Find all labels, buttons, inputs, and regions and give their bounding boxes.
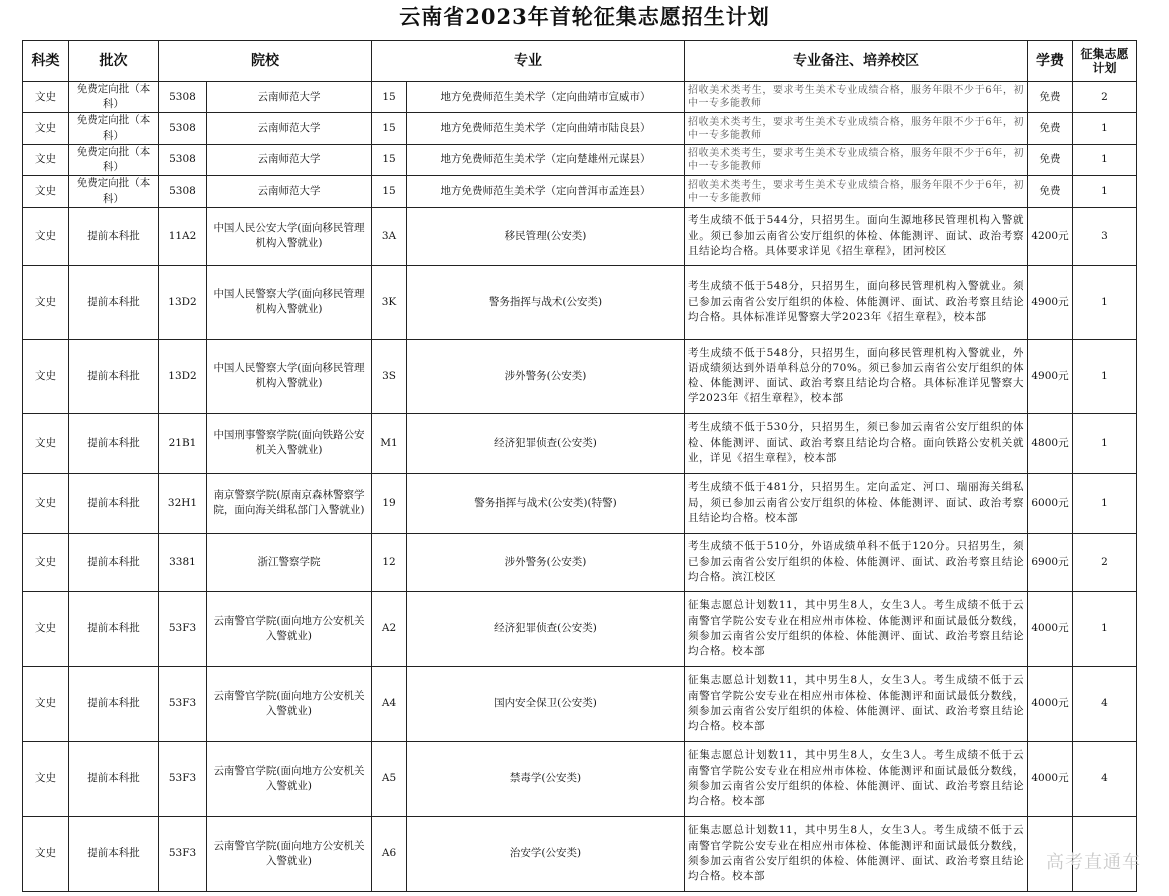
cell-batch: 提前本科批 bbox=[69, 339, 159, 413]
table-row bbox=[23, 533, 1137, 591]
table-row bbox=[23, 207, 1137, 265]
cell-school-name: 云南师范大学 bbox=[207, 113, 372, 144]
cell-category: 文史 bbox=[23, 533, 69, 591]
cell-major-code: 15 bbox=[372, 113, 407, 144]
cell-major-code: 3K bbox=[372, 265, 407, 339]
cell-batch: 免费定向批（本科） bbox=[69, 82, 159, 113]
table-row bbox=[23, 82, 1137, 113]
cell-category: 文史 bbox=[23, 144, 69, 175]
cell-notes: 招收美术类考生，要求考生美术专业成绩合格，服务年限不少于6年，初中一专多能教师 bbox=[685, 82, 1028, 113]
cell-plan: 2 bbox=[1073, 82, 1137, 113]
cell-school-code: 5308 bbox=[159, 82, 207, 113]
cell-school-code: 53F3 bbox=[159, 591, 207, 666]
cell-batch: 提前本科批 bbox=[69, 533, 159, 591]
cell-school-code: 11A2 bbox=[159, 207, 207, 265]
cell-major-code: 15 bbox=[372, 82, 407, 113]
cell-category: 文史 bbox=[23, 413, 69, 473]
cell-notes: 考生成绩不低于481分，只招男生。定向孟定、河口、瑞丽海关缉私局，须已参加云南省公安厅组织的体检、体能测评、面试、政治考察且结论均合格。校本部 bbox=[685, 473, 1028, 533]
cell-batch: 免费定向批（本科） bbox=[69, 176, 159, 207]
cell-school-code: 5308 bbox=[159, 144, 207, 175]
cell-plan: 1 bbox=[1073, 339, 1137, 413]
cell-major-code: 12 bbox=[372, 533, 407, 591]
cell-school-code: 53F3 bbox=[159, 816, 207, 891]
enrollment-plan-table bbox=[22, 40, 1137, 892]
cell-tuition: 4800元 bbox=[1028, 413, 1073, 473]
cell-notes: 招收美术类考生，要求考生美术专业成绩合格，服务年限不少于6年，初中一专多能教师 bbox=[685, 176, 1028, 207]
cell-tuition: 4000元 bbox=[1028, 741, 1073, 816]
table-row bbox=[23, 113, 1137, 144]
cell-major-name: 国内安全保卫(公安类) bbox=[407, 666, 685, 741]
cell-major-code: 15 bbox=[372, 176, 407, 207]
cell-major-code: A4 bbox=[372, 666, 407, 741]
cell-batch: 提前本科批 bbox=[69, 816, 159, 891]
cell-school-name: 中国刑事警察学院(面向铁路公安机关入警就业) bbox=[207, 413, 372, 473]
cell-school-code: 3381 bbox=[159, 533, 207, 591]
cell-category: 文史 bbox=[23, 741, 69, 816]
table-row bbox=[23, 741, 1137, 816]
cell-category: 文史 bbox=[23, 473, 69, 533]
cell-category: 文史 bbox=[23, 666, 69, 741]
cell-school-name: 浙江警察学院 bbox=[207, 533, 372, 591]
cell-school-name: 中国人民警察大学(面向移民管理机构入警就业) bbox=[207, 339, 372, 413]
table-body bbox=[23, 82, 1137, 892]
cell-tuition: 免费 bbox=[1028, 82, 1073, 113]
cell-category: 文史 bbox=[23, 591, 69, 666]
cell-major-name: 警务指挥与战术(公安类)(特警) bbox=[407, 473, 685, 533]
header-plan: 征集志愿计划 bbox=[1073, 41, 1137, 82]
cell-category: 文史 bbox=[23, 265, 69, 339]
cell-notes: 招收美术类考生，要求考生美术专业成绩合格，服务年限不少于6年，初中一专多能教师 bbox=[685, 144, 1028, 175]
cell-major-name: 地方免费师范生美术学（定向曲靖市宣威市） bbox=[407, 82, 685, 113]
cell-plan: 1 bbox=[1073, 591, 1137, 666]
table-row bbox=[23, 144, 1137, 175]
cell-batch: 提前本科批 bbox=[69, 473, 159, 533]
cell-school-name: 云南警官学院(面向地方公安机关入警就业) bbox=[207, 741, 372, 816]
cell-plan: 4 bbox=[1073, 666, 1137, 741]
cell-batch: 提前本科批 bbox=[69, 207, 159, 265]
header-major: 专业 bbox=[372, 41, 685, 82]
cell-major-code: 3S bbox=[372, 339, 407, 413]
cell-tuition: 4000元 bbox=[1028, 666, 1073, 741]
cell-school-name: 中国人民警察大学(面向移民管理机构入警就业) bbox=[207, 265, 372, 339]
cell-batch: 提前本科批 bbox=[69, 591, 159, 666]
cell-plan: 4 bbox=[1073, 741, 1137, 816]
cell-school-name: 南京警察学院(原南京森林警察学院，面向海关缉私部门入警就业) bbox=[207, 473, 372, 533]
cell-plan: 1 bbox=[1073, 265, 1137, 339]
cell-major-name: 地方免费师范生美术学（定向普洱市孟连县） bbox=[407, 176, 685, 207]
cell-tuition: 6000元 bbox=[1028, 473, 1073, 533]
header-row bbox=[23, 41, 1137, 82]
cell-major-code: M1 bbox=[372, 413, 407, 473]
cell-batch: 提前本科批 bbox=[69, 265, 159, 339]
cell-major-code: 3A bbox=[372, 207, 407, 265]
cell-school-code: 13D2 bbox=[159, 265, 207, 339]
cell-major-name: 警务指挥与战术(公安类) bbox=[407, 265, 685, 339]
cell-school-name: 云南警官学院(面向地方公安机关入警就业) bbox=[207, 816, 372, 891]
cell-category: 文史 bbox=[23, 816, 69, 891]
table-row bbox=[23, 666, 1137, 741]
cell-plan: 1 bbox=[1073, 473, 1137, 533]
cell-category: 文史 bbox=[23, 207, 69, 265]
cell-plan: 1 bbox=[1073, 113, 1137, 144]
cell-notes: 征集志愿总计划数11，其中男生8人，女生3人。考生成绩不低于云南警官学院公安专业在相应州市体检、体能测评和面试最低分数线，须参加云南省公安厅组织的体检、体能测评、面试、政治考察且结论均合格。校本部 bbox=[685, 741, 1028, 816]
cell-notes: 考生成绩不低于544分，只招男生。面向生源地移民管理机构入警就业。须已参加云南省公安厅组织的体检、体能测评、面试、政治考察且结论均合格。具体要求详见《招生章程》，团河校区 bbox=[685, 207, 1028, 265]
cell-category: 文史 bbox=[23, 339, 69, 413]
cell-tuition: 免费 bbox=[1028, 113, 1073, 144]
cell-notes: 考生成绩不低于530分，只招男生，须已参加云南省公安厅组织的体检、体能测评、面试、政治考察且结论均合格。面向铁路公安机关就业，详见《招生章程》，校本部 bbox=[685, 413, 1028, 473]
cell-batch: 提前本科批 bbox=[69, 741, 159, 816]
cell-major-code: 19 bbox=[372, 473, 407, 533]
cell-school-code: 5308 bbox=[159, 113, 207, 144]
cell-category: 文史 bbox=[23, 176, 69, 207]
cell-tuition: 4200元 bbox=[1028, 207, 1073, 265]
cell-school-name: 云南师范大学 bbox=[207, 176, 372, 207]
cell-notes: 招收美术类考生，要求考生美术专业成绩合格，服务年限不少于6年，初中一专多能教师 bbox=[685, 113, 1028, 144]
cell-notes: 征集志愿总计划数11，其中男生8人，女生3人。考生成绩不低于云南警官学院公安专业在相应州市体检、体能测评和面试最低分数线，须参加云南省公安厅组织的体检、体能测评、面试、政治考察且结论均合格。校本部 bbox=[685, 591, 1028, 666]
cell-tuition: 4900元 bbox=[1028, 265, 1073, 339]
cell-notes: 考生成绩不低于510分，外语成绩单科不低于120分。只招男生，须已参加云南省公安厅组织的体检、体能测评、面试、政治考察且结论均合格。滨江校区 bbox=[685, 533, 1028, 591]
cell-batch: 提前本科批 bbox=[69, 413, 159, 473]
cell-plan: 1 bbox=[1073, 144, 1137, 175]
header-tuition: 学费 bbox=[1028, 41, 1073, 82]
cell-school-code: 32H1 bbox=[159, 473, 207, 533]
cell-school-name: 云南师范大学 bbox=[207, 82, 372, 113]
cell-tuition: 4000元 bbox=[1028, 591, 1073, 666]
table-row bbox=[23, 591, 1137, 666]
header-batch: 批次 bbox=[69, 41, 159, 82]
cell-school-name: 云南警官学院(面向地方公安机关入警就业) bbox=[207, 591, 372, 666]
cell-major-code: A2 bbox=[372, 591, 407, 666]
page-title: 云南省2023年首轮征集志愿招生计划 bbox=[399, 4, 770, 29]
header-notes: 专业备注、培养校区 bbox=[685, 41, 1028, 82]
cell-major-name: 移民管理(公安类) bbox=[407, 207, 685, 265]
cell-school-name: 云南师范大学 bbox=[207, 144, 372, 175]
cell-school-code: 5308 bbox=[159, 176, 207, 207]
cell-school-code: 53F3 bbox=[159, 666, 207, 741]
cell-school-code: 21B1 bbox=[159, 413, 207, 473]
cell-major-name: 治安学(公安类) bbox=[407, 816, 685, 891]
cell-major-name: 经济犯罪侦查(公安类) bbox=[407, 591, 685, 666]
cell-plan: 1 bbox=[1073, 176, 1137, 207]
table-row bbox=[23, 176, 1137, 207]
table-row bbox=[23, 339, 1137, 413]
cell-school-name: 云南警官学院(面向地方公安机关入警就业) bbox=[207, 666, 372, 741]
cell-notes: 征集志愿总计划数11，其中男生8人，女生3人。考生成绩不低于云南警官学院公安专业在相应州市体检、体能测评和面试最低分数线，须参加云南省公安厅组织的体检、体能测评、面试、政治考察且结论均合格。校本部 bbox=[685, 666, 1028, 741]
table-row bbox=[23, 413, 1137, 473]
cell-notes: 考生成绩不低于548分，只招男生，面向移民管理机构入警就业。须已参加云南省公安厅组织的体检、体能测评、面试、政治考察且结论均合格。具体标准详见警察大学2023年《招生章程》，校本部 bbox=[685, 265, 1028, 339]
cell-category: 文史 bbox=[23, 82, 69, 113]
header-category: 科类 bbox=[23, 41, 69, 82]
cell-batch: 提前本科批 bbox=[69, 666, 159, 741]
cell-major-name: 地方免费师范生美术学（定向曲靖市陆良县） bbox=[407, 113, 685, 144]
cell-plan: 1 bbox=[1073, 413, 1137, 473]
cell-tuition: 免费 bbox=[1028, 176, 1073, 207]
cell-tuition: 6900元 bbox=[1028, 533, 1073, 591]
table-row bbox=[23, 816, 1137, 891]
cell-major-name: 禁毒学(公安类) bbox=[407, 741, 685, 816]
cell-notes: 征集志愿总计划数11，其中男生8人，女生3人。考生成绩不低于云南警官学院公安专业在相应州市体检、体能测评和面试最低分数线，须参加云南省公安厅组织的体检、体能测评、面试、政治考察且结论均合格。校本部 bbox=[685, 816, 1028, 891]
cell-school-code: 13D2 bbox=[159, 339, 207, 413]
cell-major-name: 涉外警务(公安类) bbox=[407, 339, 685, 413]
cell-plan: 3 bbox=[1073, 207, 1137, 265]
cell-batch: 免费定向批（本科） bbox=[69, 113, 159, 144]
cell-plan: 2 bbox=[1073, 533, 1137, 591]
cell-tuition: 免费 bbox=[1028, 144, 1073, 175]
cell-batch: 免费定向批（本科） bbox=[69, 144, 159, 175]
watermark: 高考直通车 bbox=[1046, 852, 1141, 873]
cell-category: 文史 bbox=[23, 113, 69, 144]
cell-major-code: A5 bbox=[372, 741, 407, 816]
cell-major-name: 地方免费师范生美术学（定向楚雄州元谋县） bbox=[407, 144, 685, 175]
cell-school-code: 53F3 bbox=[159, 741, 207, 816]
header-school: 院校 bbox=[159, 41, 372, 82]
cell-tuition: 4900元 bbox=[1028, 339, 1073, 413]
cell-major-name: 经济犯罪侦查(公安类) bbox=[407, 413, 685, 473]
cell-notes: 考生成绩不低于548分，只招男生，面向移民管理机构入警就业，外语成绩须达到外语单科总分的70%。须已参加云南省公安厅组织的体检、体能测评、面试、政治考察且结论均合格。具体标准详见警察大学2023年《招生章程》，校本部 bbox=[685, 339, 1028, 413]
table-row bbox=[23, 473, 1137, 533]
table-row bbox=[23, 265, 1137, 339]
cell-major-code: 15 bbox=[372, 144, 407, 175]
cell-major-code: A6 bbox=[372, 816, 407, 891]
cell-school-name: 中国人民公安大学(面向移民管理机构入警就业) bbox=[207, 207, 372, 265]
cell-major-name: 涉外警务(公安类) bbox=[407, 533, 685, 591]
